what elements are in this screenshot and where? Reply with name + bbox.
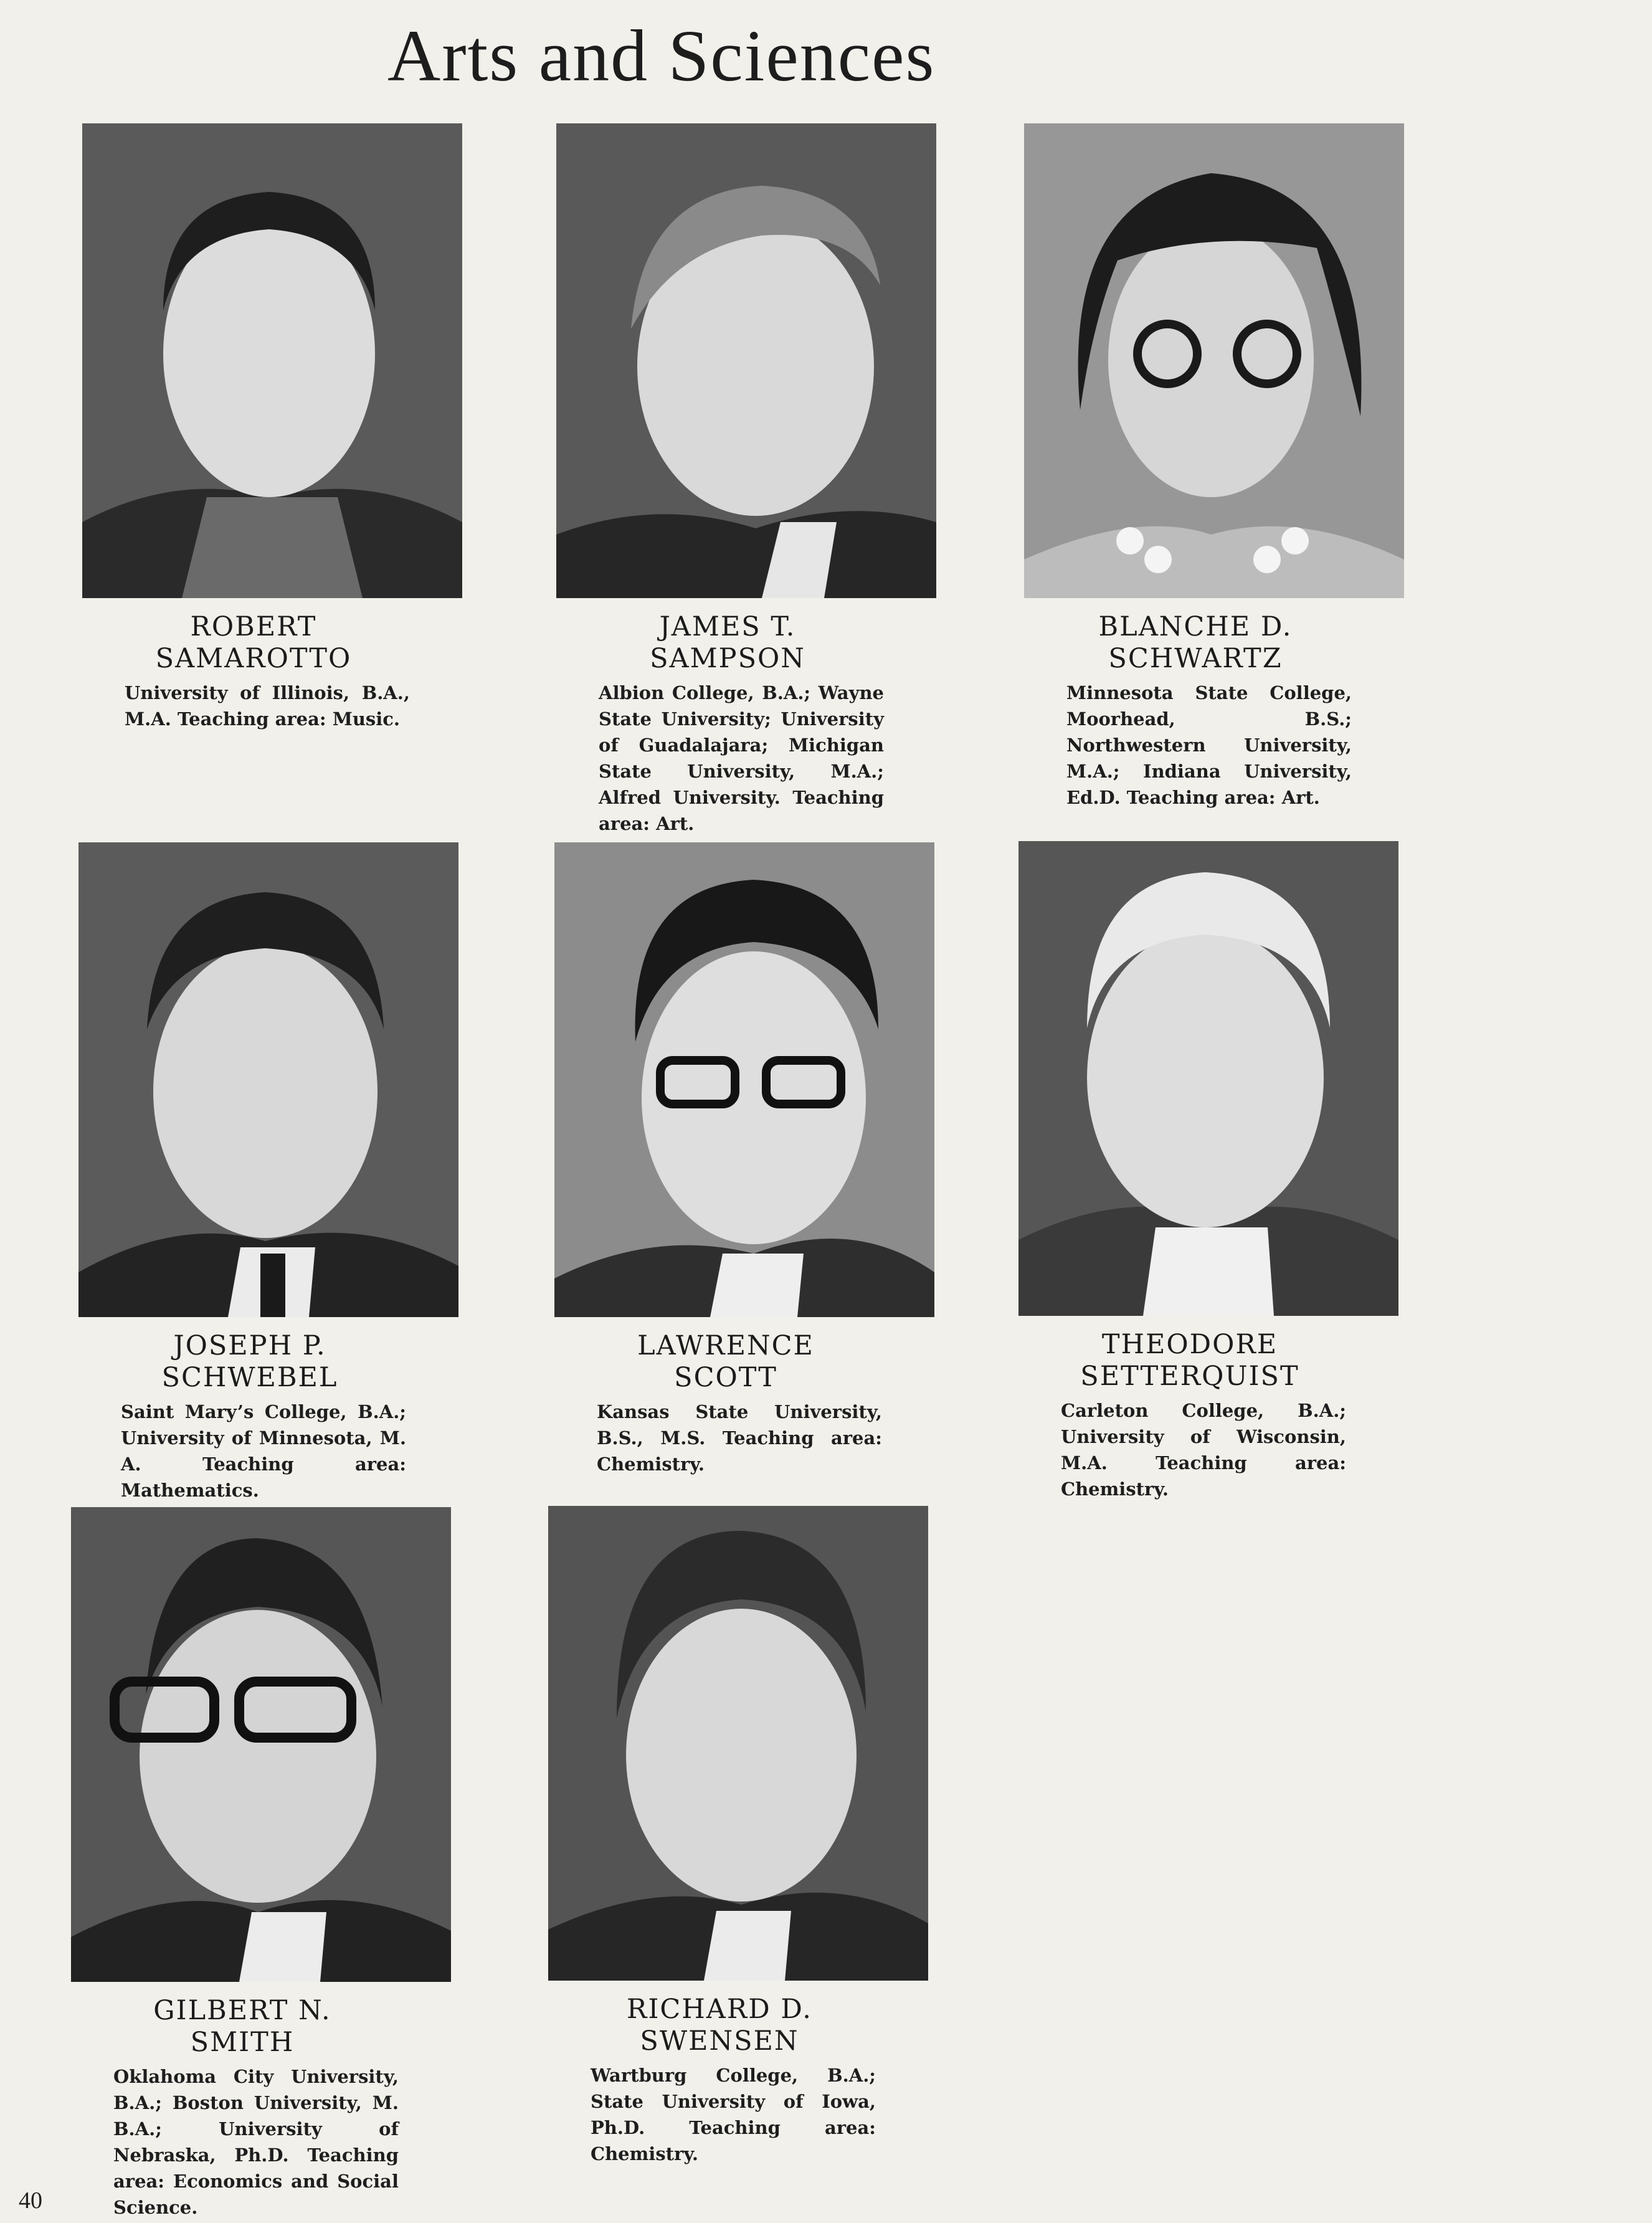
portrait-photo — [556, 123, 936, 598]
portrait-photo — [554, 842, 934, 1317]
faculty-name: THEODORE SETTERQUIST — [1080, 1329, 1299, 1392]
portrait-photo — [71, 1507, 451, 1982]
portrait-photo — [1024, 123, 1404, 598]
faculty-name: BLANCHE D. SCHWARTZ — [1098, 611, 1293, 674]
page-number: 40 — [19, 2187, 42, 2214]
faculty-bio: Wartburg College, B.A.; State University of Iowa, Ph.D. Teaching area: Chemistry. — [591, 2065, 876, 2164]
portrait-photo — [1018, 841, 1398, 1316]
faculty-bio: Kansas State University, B.S., M.S. Teaching area: Chemistry. — [597, 1401, 882, 1475]
page-title: Arts and Sciences — [387, 15, 936, 97]
faculty-name: ROBERT SAMAROTTO — [155, 611, 352, 674]
faculty-bio: Carleton College, B.A.; University of Wisconsin, M.A. Teaching area: Chemistry. — [1061, 1400, 1346, 1500]
faculty-bio: Minnesota State College, Moorhead, B.S.; Northwestern University, M.A.; Indiana University, Ed.D. Teaching area: Art. — [1066, 682, 1352, 808]
faculty-bio: Saint Mary’s College, B.A.; University of Minnesota, M. A. Teaching area: Mathematics. — [121, 1401, 406, 1501]
portrait-photo — [548, 1506, 928, 1981]
portrait-photo — [78, 842, 458, 1317]
faculty-name: JAMES T. SAMPSON — [650, 611, 805, 674]
faculty-name: RICHARD D. SWENSEN — [627, 1994, 812, 2057]
faculty-bio: Albion College, B.A.; Wayne State University; University of Guadalajara; Michigan State University, M.A.; Alfred University. Teaching area: Art. — [599, 682, 884, 834]
faculty-name: LAWRENCE SCOTT — [637, 1330, 814, 1393]
faculty-name: GILBERT N. SMITH — [153, 1995, 331, 2058]
faculty-bio: Oklahoma City University, B.A.; Boston University, M. B.A.; University of Nebraska, Ph.D. Teaching area: Economics and Social Science. — [113, 2066, 399, 2218]
faculty-name: JOSEPH P. SCHWEBEL — [161, 1330, 338, 1393]
faculty-bio: University of Illinois, B.A., M.A. Teaching area: Music. — [125, 682, 410, 730]
portrait-photo — [82, 123, 462, 598]
